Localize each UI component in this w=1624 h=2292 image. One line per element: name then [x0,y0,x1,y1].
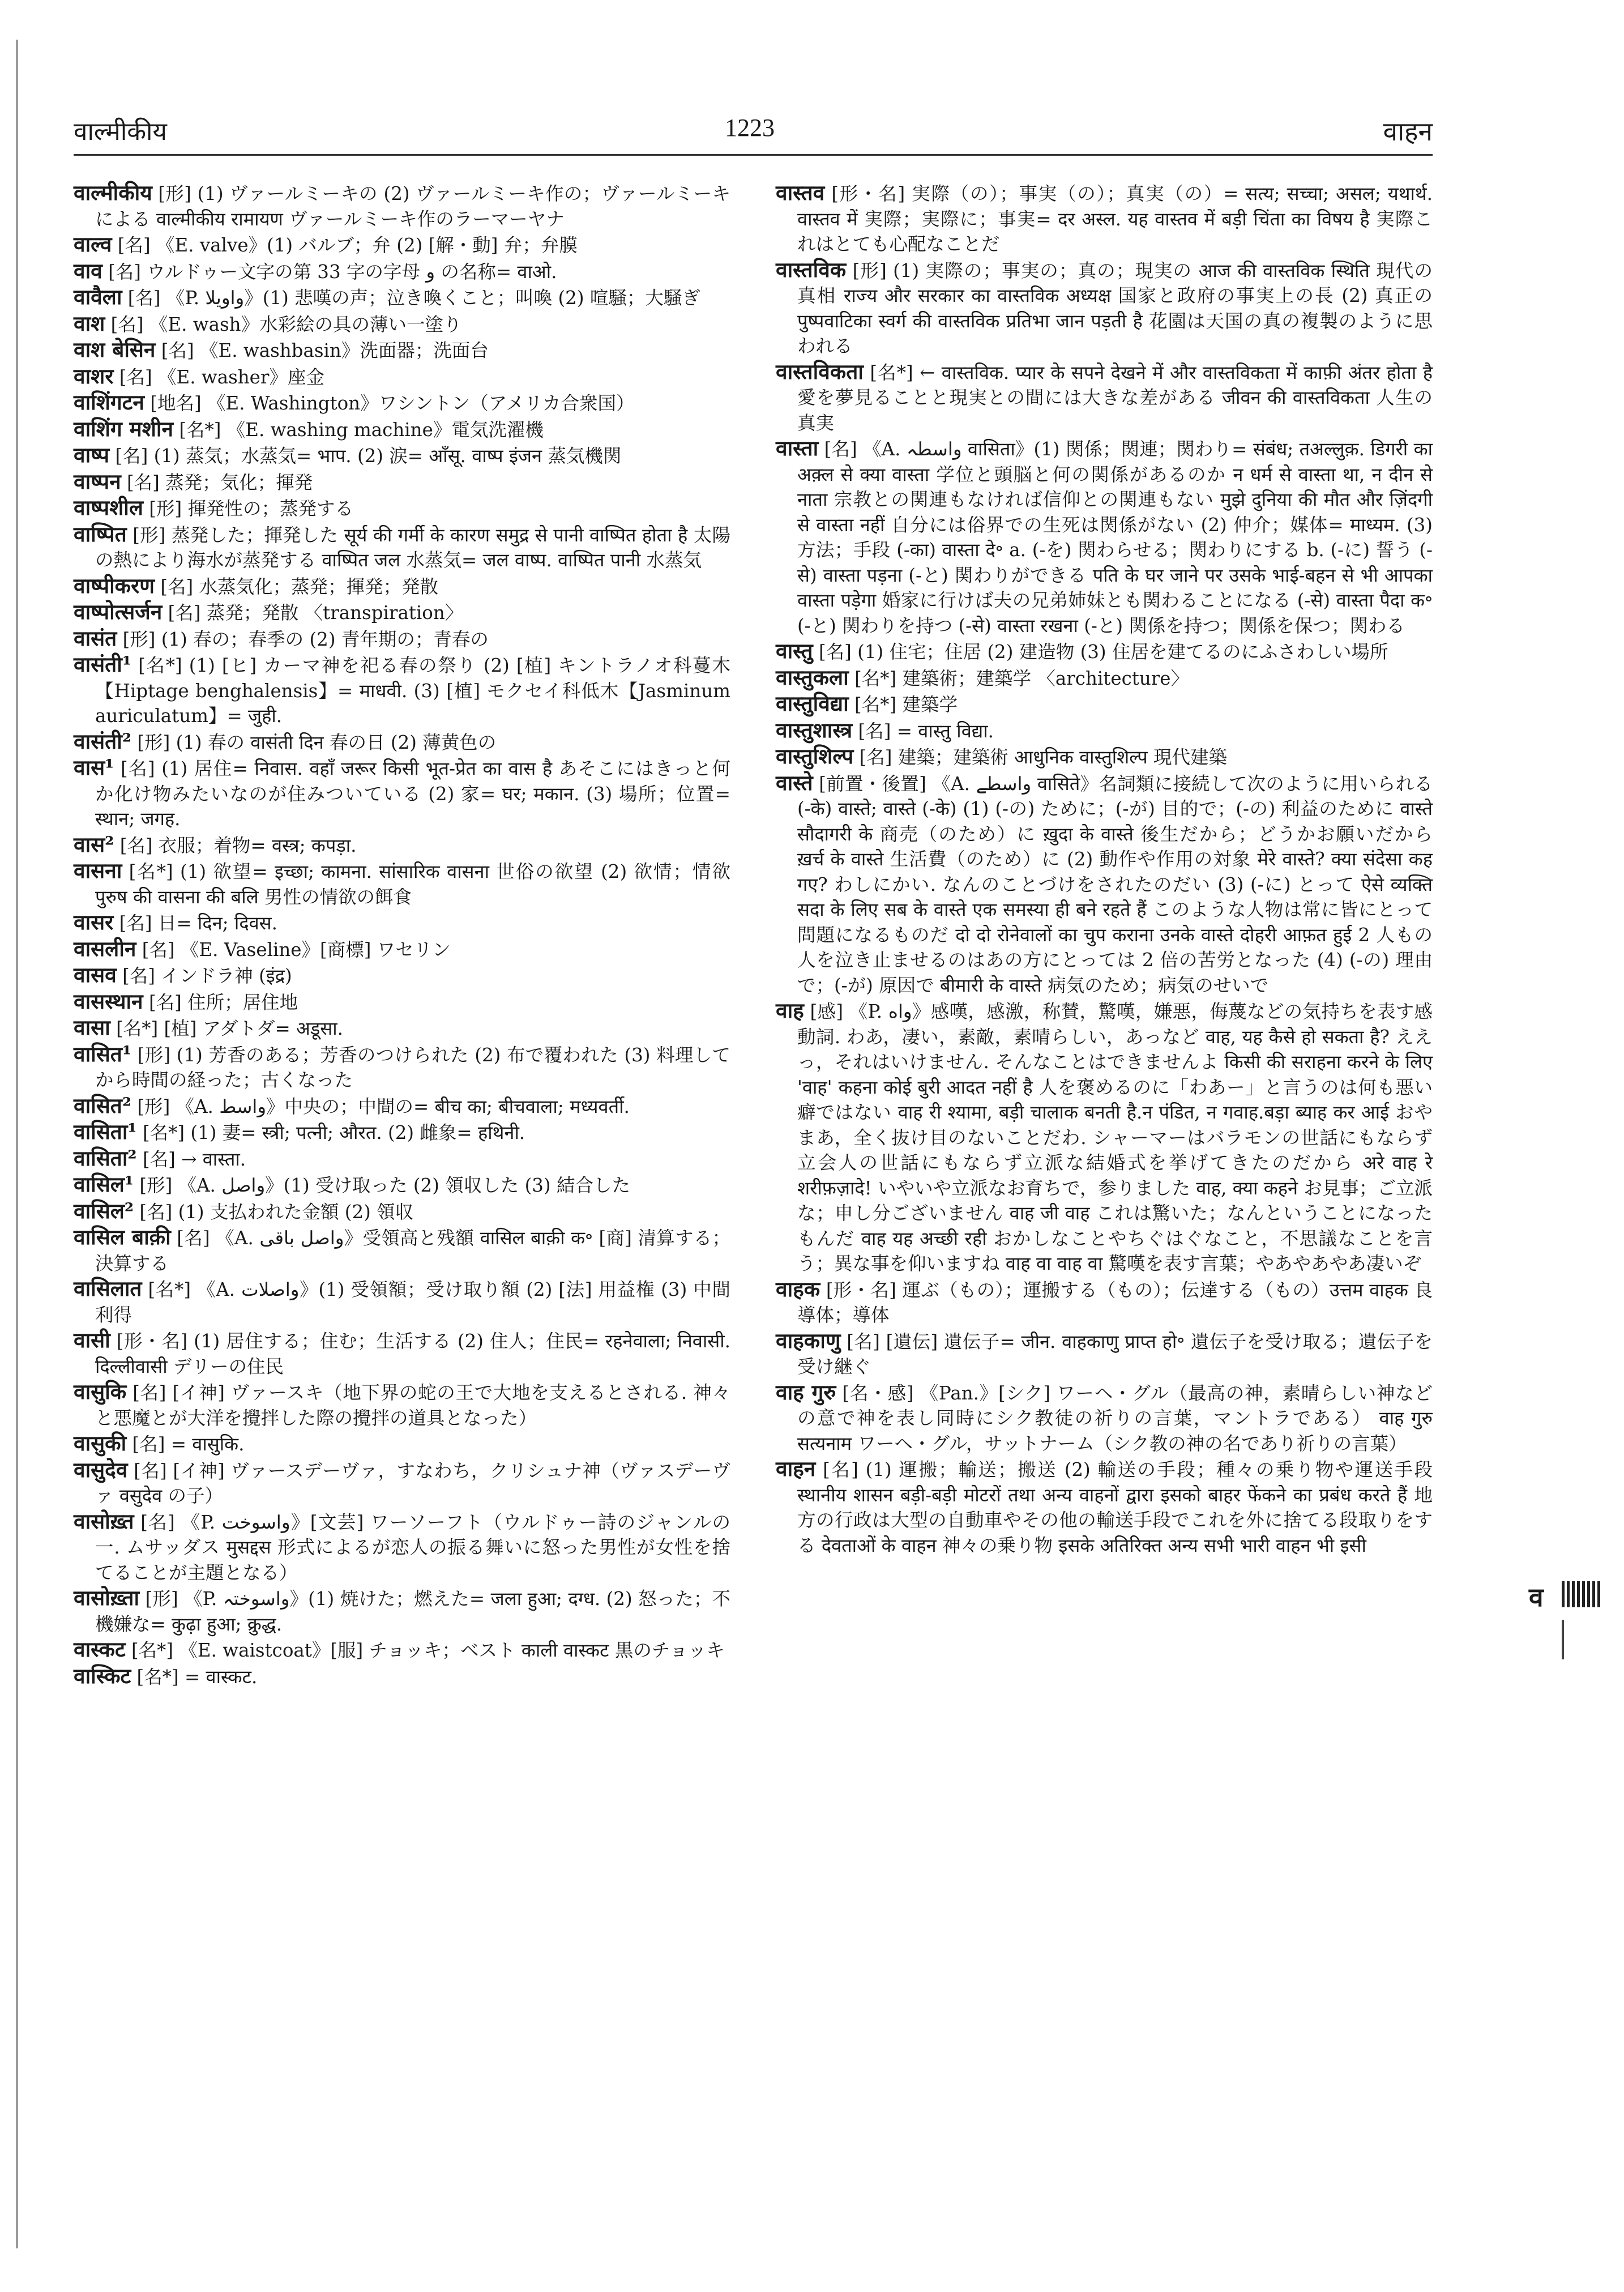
headword: वासोख़्त [74,1508,134,1534]
definition: [名] 日= दिन; दिवस. [119,912,277,934]
headword: वासा [74,1015,110,1040]
definition: [名] 《E. valve》(1) バルブ；弁 (2) [解・動] 弁；弁膜 [117,234,578,256]
dictionary-entry [74,284,730,311]
dictionary-entry [74,390,730,416]
dictionary-entry [74,1119,730,1146]
dictionary-entry [74,832,730,859]
headword: वाश बेसिन [74,337,156,362]
headword: वास्तव [776,180,825,205]
headword: वाष्पीकरण [74,573,155,598]
dictionary-entry [74,1276,730,1328]
dictionary-entry [74,442,730,469]
headword: वाष्पन [74,468,121,494]
headword: वासुदेव [74,1457,128,1482]
definition: [形] (1) 実際の；事実の；真の；現実の आज की वास्तविक स्थिति 現代の真相 राज्य और सरकार का वास्तविक अध्यक्ष 国家と政府の事実上の長 (2) 真正の पुष्पवाटिका स्वर्ग की वास्तविक प्रतिभा जान पड़ती है 花園は天国の真の複製のように思われる [797,259,1433,357]
definition: [名*] 《E. washing machine》電気洗濯機 [179,419,544,441]
definition: [名*] (1) 妻= स्त्री; पत्नी; औरत. (2) 雌象= हथिनी. [142,1122,525,1143]
dictionary-entry [74,1457,730,1509]
dictionary-entry [74,858,730,910]
headword: वासी [74,1328,110,1352]
definition: [形] 《P. واسوختہ》(1) 焼けた；燃えた= जला हुआ; दग्ध. (2) 怒った；不機嫌な= कुढ़ा हुआ; क्रुद्ध. [95,1588,730,1635]
dictionary-entry [74,180,730,232]
definition: [名] 《A. واصل باقی》受領高と残額 वासिल बाक़ी क॰ [商] 清算する；決算する [95,1227,730,1274]
headword: वासंत [74,625,117,651]
dictionary-entry [74,936,730,963]
headword: वाव [74,258,102,283]
definition: [形] (1) 春の；春季の (2) 青年期の；青春の [122,628,489,650]
headword: वासंती² [74,728,132,754]
thumb-index-tab [1529,1579,1605,1611]
thumb-index-letter: व [1529,1582,1544,1612]
definition: [名] (1) 支払われた金額 (2) 領収 [139,1201,414,1223]
definition: [形] 揮発性の；蒸発する [149,498,353,519]
dictionary-entry [74,573,730,600]
definition: [名] [イ神] ヴァースデーヴァ，すなわち，クリシュナ神（ヴァスデーヴァ वसुदेव の子） [95,1459,730,1506]
left-guide-word: वाल्मीकीय [74,117,167,146]
headword: वास्ते [776,770,813,795]
right-column [776,180,1433,1558]
headword: वास्तविक [776,257,847,282]
headword: वाह गुरु [776,1379,836,1405]
definition: [名] 《P. واویلا》(1) 悲嘆の声；泣き喚くこと；叫喚 (2) 喧騒；大騒ぎ [127,287,700,309]
dictionary-entry [776,744,1433,770]
definition: [名] 《E. washer》座金 [119,366,324,388]
headword: वाष्पोत्सर्जन [74,599,163,624]
dictionary-entry [74,364,730,390]
headword: वाहक [776,1276,820,1301]
headword: वाष्प [74,442,110,467]
dictionary-entry [776,359,1433,436]
dictionary-entry [776,1380,1433,1457]
dictionary-entry [776,1456,1433,1558]
headword: वाशिंग मशीन [74,416,174,441]
dictionary-entry [776,180,1433,257]
dictionary-entry [74,1328,730,1379]
dictionary-entry [776,436,1433,638]
definition: [名] 蒸発；気化；揮発 [126,471,313,493]
definition: [名] ウルドゥー文字の第 33 字の字母 و の名称= वाओ. [108,261,557,283]
definition: [名] (1) 住宅；住居 (2) 建造物 (3) 住居を建てるのにふさわしい場所 [818,641,1388,663]
definition: [名] (1) 蒸気；水蒸気= भाप. (2) 涙= आँसू. वाष्प इंजन 蒸気機関 [115,445,622,467]
definition: [名・感] 《Pan.》[シク] ワーヘ・グル（最高の神，素晴らしい神などの意で神を表し同時にシク教徒の祈りの言葉，マントラである） वाह गुरु सत्यनाम ワーヘ・グル，サットナーム（シク教の神の名であり祈りの言葉） [797,1382,1433,1454]
headword: वासुकी [74,1431,127,1456]
headword: वासना [74,858,122,883]
headword: वासिलात [74,1276,142,1301]
definition: [名] 《E. Vaseline》[商標] ワセリン [142,938,451,961]
definition: [前置・後置] 《A. واسطے वासिते》名詞類に接続して次のように用いられる (-के) वास्ते; वास्ते (-के) (1) (-の) ために；(-が) 目的で；(-の) 利益のために वास्ते सौदागरी के 商売（のため）に ख़ुदा के वास्ते 後生だから；どうかお願いだから ख़र्च के वास्ते 生活費（のため）に (2) 動作や作用の対象 मेरे वास्ते? क्या संदेसा कह गए? わしにかい. なんのことづけをされたのだい (3) (-に) とって ऐसे व्यक्ति सदा के लिए सब के वास्ते एक समस्या ही बने रहते हैं このような人物は常に皆にとって問題になるものだ दो दो रोनेवालों का चुप कराना उनके वास्ते दोहरी आफ़त हुई 2 人もの人を泣き止ませるのはあの方にとっては 2 倍の苦労となった (4) (-の) 理由で；(-が) 原因で बीमारी के वास्ते 病気のため；病気のせいで [797,772,1433,996]
definition: [名] [イ神] ヴァースキ（地下界の蛇の王で大地を支えるとされる. 神々と悪魔とが大洋を攪拌した際の攪拌の道具となった） [95,1382,730,1429]
headword: वासव [74,962,117,987]
headword: वासिता² [74,1145,137,1171]
definition: [形・名] 実際（の）；事実（の）；真実（の）= सत्य; सच्चा; असल; यथार्थ. वास्तव में 実際；実際に；事実= दर अस्ल. यह वास्तव में बड़ी चिंता का विषय है 実際これはとても心配なことだ [797,183,1433,255]
definition: [形] 蒸発した；揮発した सूर्य की गर्मी के कारण समुद्र से पानी वाष्पित होता है 太陽の熱により海水が蒸発する वाष्पित जल 水蒸気= जल वाष्प. वाष्पित पानी 水蒸気 [95,524,730,571]
dictionary-entry [74,1431,730,1457]
headword: वाल्मीकीय [74,180,152,205]
headword: वासिल¹ [74,1172,134,1197]
headword: वास्तुकला [776,664,849,690]
dictionary-entry [74,1015,730,1042]
dictionary-entry [74,1146,730,1172]
definition: [名*] [植] アダトダ= अडूसा. [116,1018,343,1039]
headword: वावैला [74,284,122,309]
dictionary-entry [74,989,730,1015]
dictionary-entry [776,257,1433,359]
page-header [74,113,1433,153]
headword: वाल्व [74,232,112,257]
dictionary-entry [74,258,730,285]
definition: [形] (1) ヴァールミーキの (2) ヴァールミーキ作の；ヴァールミーキによる वाल्मीकीय रामायण ヴァールミーキ作のラーマーヤナ [95,183,730,230]
definition: [名] 《E. washbasin》洗面器；洗面台 [161,340,489,361]
headword: वाशर [74,363,114,389]
definition: [名] 住所；居住地 [148,991,298,1013]
headword: वास्तुविद्या [776,691,849,716]
headword: वासिल बाक़ी [74,1224,171,1249]
headword: वास्तु [776,638,813,663]
definition: [名] (1) 居住= निवास. वहाँ जरूर किसी भूत-प्रेत का वास है あそこにはきっと何か化け物みたいなのが住みついている (2) 家= घर; मकान. (3) 場所；位置= स्थान; जगह. [95,758,730,830]
headword: वासंती¹ [74,652,132,677]
dictionary-entry [776,998,1433,1277]
headword: वास्तविकता [776,358,864,384]
headword: वासित² [74,1092,132,1118]
right-guide-word: वाहन [1383,116,1433,147]
dictionary-entry [74,1042,730,1093]
definition: [形・名] (1) 居住する；住む；生活する (2) 住人；住民= रहनेवाला; निवासी. दिल्लीवासी デリーの住民 [95,1330,730,1377]
headword: वास¹ [74,755,114,780]
dictionary-entry [74,469,730,496]
headword: वाष्पशील [74,495,143,520]
dictionary-entry [74,1198,730,1225]
dictionary-entry [776,691,1433,718]
definition: [形] 《A. واصل》(1) 受け取った (2) 領収した (3) 結合した [139,1175,630,1196]
headword: वासिल² [74,1198,134,1223]
headword: वास्तुशिल्प [776,744,854,769]
dictionary-entry [74,1663,730,1690]
headword: वासित¹ [74,1041,132,1066]
headword: वासर [74,910,114,934]
headword: वाष्पित [74,521,127,547]
definition: [名] 《E. wash》水彩絵の具の薄い一塗り [110,313,462,335]
definition: [名*] ← वास्तविक. प्यार के सपने देखने में और वास्तविकता में काफ़ी अंतर होता है 愛を夢見ることと現実との間には大きな差がある जीवन की वास्तविकता 人生の真実 [797,361,1433,434]
definition: [名] (1) 運搬；輸送；搬送 (2) 輸送の手段；種々の乗り物や運送手段 स्थानीय शासन बड़ी-बड़ी मोटरों तथा अन्य वाहनों द्वारा इसको बाहर फेंकने का प्रबंध करते हैं 地方の行政は大型の自動車やその他の輸送手段でこれを外に捨てる段取りをする देवताओं के वाहन 神々の乗り物 इसके अतिरिक्त अन्य सभी भारी वाहन भी इसी [797,1459,1433,1556]
dictionary-entry [74,910,730,936]
definition: [名*] 建築術；建築学 〈architecture〉 [854,667,1190,689]
headword: वासुकि [74,1379,127,1404]
dictionary-entry [776,1277,1433,1328]
headword: वासोख़्ता [74,1585,140,1610]
definition: [名] 《P. واسوخت》[文芸] ワーソーフト（ウルドゥー詩のジャンルの一. ムサッダス मुसद्दस 形式によるが恋人の振る舞いに怒った男性が女性を捨てることが主題となる） [95,1511,731,1584]
dictionary-entry [74,626,730,652]
definition: [名] 蒸発；発散 〈transpiration〉 [168,602,464,624]
dictionary-entry [74,729,730,756]
definition: [形] 《A. واسط》中央の；中間の= बीच का; बीचवाला; मध्यवर्ती. [137,1095,630,1117]
definition: [名] 《A. واسطہ वासिता》(1) 関係；関連；関わり= संबंध; तअल्लुक़. डिगरी का अक़्ल से क्या वास्ता 学位と頭脳と何の関係があるのか न धर्म से वास्ता था, न दीन से नाता 宗教との関連もなければ信仰との関連もない मुझे दुनिया की मौत और ज़िंदगी से वास्ता नहीं 自分には俗界での生死は関係がない (2) 仲介；媒体= माध्यम. (3) 方法；手段 (-का) वास्ता दे॰ a. (-を) 関わらせる；関わりにする b. (-に) 誓う (-से) वास्ता पड़ना (-と) 関わりができる पति के घर जाने पर उसके भाई-बहन से भी आपका वास्ता पड़ेगा 婚家に行けば夫の兄弟姉妹とも関わることになる (-से) वास्ता पैदा क॰ (-と) 関わりを持つ (-से) वास्ता रखना (-と) 関係を持つ；関係を保つ；関わる [797,438,1433,637]
definition: [名*] 建築学 [854,694,958,715]
dictionary-entry [74,1509,730,1586]
dictionary-entry [74,1585,730,1637]
definition: [感] 《P. واه》感嘆，感激，称賛，驚嘆，嫌悪，侮蔑などの気持ちを表す感動詞. わあ，凄い，素敵，素晴らしい，あっなど वाह, यह कैसे हो सकता है? ええっ，それはいけません. そんなことはできませんよ किसी की सराहना करने के लिए 'वाह' कहना कोई बुरी आदत नहीं है 人を褒めるのに「わあー」と言うのは何も悪い癖ではない वाह री श्यामा, बड़ी चालाक बनती है.न पंडित, न गवाह.बड़ा ब्याह कर आई おやまあ，全く抜け目のないことだわ. シャーマーはバラモンの世話にもならず立会人の世話にもならず立派な結婚式を挙げてきたのだから अरे वाह रे शरीफ़ज़ादे! いやいや立派なお育ちで，参りました वाह, क्या कहने お見事；ご立派な；申し分ございません वाह जी वाह これは驚いた；なんということになったもんだ वाह यह अच्छी रही おかしなことやちぐはぐなこと，不思議なことを言う；異な事を仰いますね वाह वा वाह वा 驚嘆を表す言葉；やあやあやあ凄いぞ [797,1001,1433,1274]
definition: [名*] = वास्कट. [136,1666,258,1688]
dictionary-entry [74,337,730,364]
dictionary-entry [74,416,730,443]
dictionary-entry [74,495,730,522]
dictionary-entry [74,755,730,832]
thumb-index-mark [1562,1581,1600,1607]
definition: [名*] (1) [ヒ] カーマ神を祀る春の祭り (2) [植] キントラノオ科蔓木【Hiptage benghalensis】= माधवी. (3) [植] モクセイ科低木【Jasminum auriculatum】= जुही. [95,655,730,727]
dictionary-entry [74,522,730,573]
dictionary-entry [74,1172,730,1198]
definition: [名] 水蒸気化；蒸発；揮発；発散 [160,575,439,597]
thumb-index-bar [1562,1620,1564,1659]
dictionary-entry [74,232,730,258]
dictionary-entry [74,1637,730,1663]
dictionary-entry [776,770,1433,998]
definition: [形] (1) 春の वासंती दिन 春の日 (2) 薄黄色の [137,731,497,753]
dictionary-entry [776,665,1433,692]
left-column [74,180,730,1689]
page-edge-line [16,40,18,2248]
dictionary-entry [74,652,730,729]
definition: [形] (1) 芳香のある；芳香のつけられた (2) 布で覆われた (3) 料理してから時間の経った；古くなった [95,1044,730,1091]
definition: [名] [遺伝] 遺伝子= जीन. वाहकाणु प्राप्त हो॰ 遺伝子を受け取る；遺伝子を受け継ぐ [797,1330,1433,1377]
definition: [名] 建築；建築術 आधुनिक वास्तुशिल्प 現代建築 [859,746,1228,768]
definition: [名] = वास्तु विद्या. [858,720,994,742]
headword: वाहकाणु [776,1328,841,1353]
headword: वासस्थान [74,988,143,1014]
dictionary-entry [74,962,730,989]
headword: वास्किट [74,1663,131,1688]
definition: [名*] 《E. waistcoat》[服] チョッキ；ベスト काली वास्कट 黒のチョッキ [131,1640,725,1661]
dictionary-entry [74,311,730,338]
definition: [名] = वासुकि. [132,1433,245,1455]
headword: वास्ता [776,436,819,460]
dictionary-entry [776,718,1433,744]
headword: वास्तुशास्त्र [776,717,853,742]
definition: [名] インドラ神 (इंद्र) [122,965,292,987]
headword: वाह [776,998,804,1023]
definition: [名] → वास्ता. [142,1148,246,1170]
dictionary-entry [776,638,1433,665]
definition: [名*] 《A. واصلات》(1) 受領額；受け取り額 (2) [法] 用益権 (3) 中間利得 [95,1279,730,1326]
dictionary-entry [74,599,730,626]
dictionary-entry [776,1328,1433,1380]
headword: वास² [74,831,114,857]
header-rule [74,154,1433,156]
definition: [名*] (1) 欲望= इच्छा; कामना. सांसारिक वासना 世俗の欲望 (2) 欲情；情欲 पुरुष की वासना की बलि 男性の情欲の餌食 [95,861,730,908]
headword: वाहन [776,1456,816,1481]
headword: वाश [74,310,105,336]
headword: वासलीन [74,936,136,961]
headword: वाशिंगटन [74,390,144,415]
dictionary-entry [74,1224,730,1276]
dictionary-entry [74,1093,730,1120]
headword: वासिता¹ [74,1119,137,1144]
headword: वास्कट [74,1637,126,1662]
definition: [形・名] 運ぶ（もの）；運搬する（もの）；伝達する（もの）उत्तम वाहक 良導体；導体 [797,1279,1433,1326]
dictionary-entry [74,1379,730,1431]
definition: [名] 衣服；着物= वस्त्र; कपड़ा. [119,834,357,856]
definition: [地名] 《E. Washington》ワシントン（アメリカ合衆国） [150,392,635,414]
page-number: 1223 [725,114,775,142]
